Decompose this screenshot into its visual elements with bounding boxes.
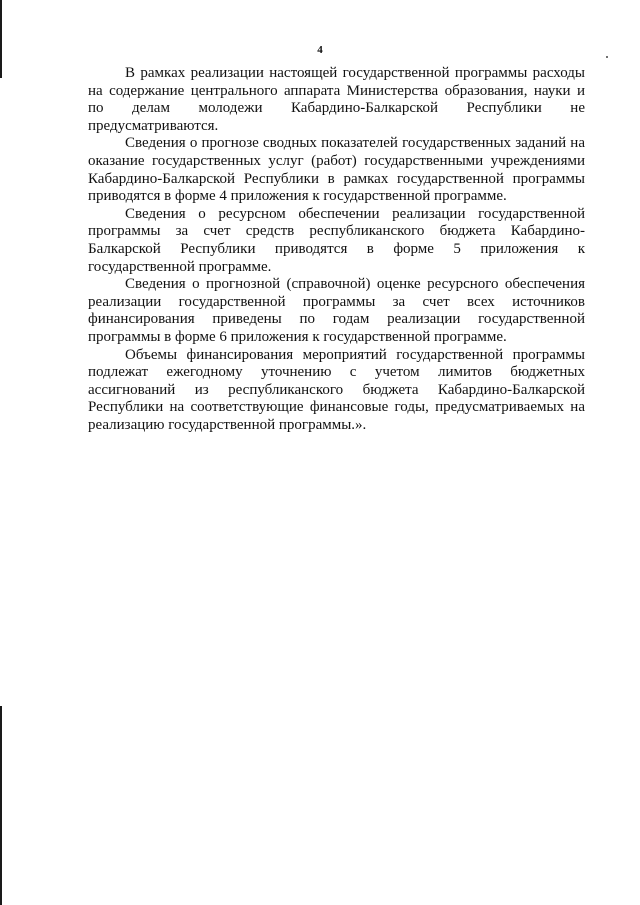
- page-number: 4: [317, 44, 323, 56]
- scan-edge-mark-top: [0, 0, 2, 78]
- paragraph-forecast-estimate: Сведения о прогнозной (справочной) оценке ресурсного обеспечения реализации государственной программы за счет всех источников финансирования приведены по годам реализации государственной программы в форме 6 приложения к государственной программе.: [88, 276, 585, 345]
- paragraph-state-assignments: Сведения о прогнозе сводных показателей государственных заданий на оказание государственных услуг (работ) государственными учреждениями Кабардино-Балкарской Республики в рамках государственной программы приводятся в форме 4 приложения к государственной программе.: [88, 135, 585, 205]
- document-body: [88, 65, 585, 434]
- paragraph-expenses: В рамках реализации настоящей государственной программы расходы на содержание центрального аппарата Министерства образования, науки и по делам молодежи Кабардино-Балкарской Республики не предусматриваются.: [88, 65, 585, 134]
- scan-edge-mark-bottom: [0, 706, 2, 905]
- paragraph-resource-provision: Сведения о ресурсном обеспечении реализации государственной программы за счет средств республиканского бюджета Кабардино-Балкарской Республики приводятся в форме 5 приложения к государственной программе.: [88, 205, 585, 275]
- paragraph-funding-volumes: Объемы финансирования мероприятий государственной программы подлежат ежегодному уточнению с учетом лимитов бюджетных ассигнований из республиканского бюджета Кабардино-Балкарской Республики на соответствующие финансовые годы, предусматриваемых на реализацию государственной программы.».: [88, 346, 585, 433]
- scan-dust-mark: [606, 56, 608, 58]
